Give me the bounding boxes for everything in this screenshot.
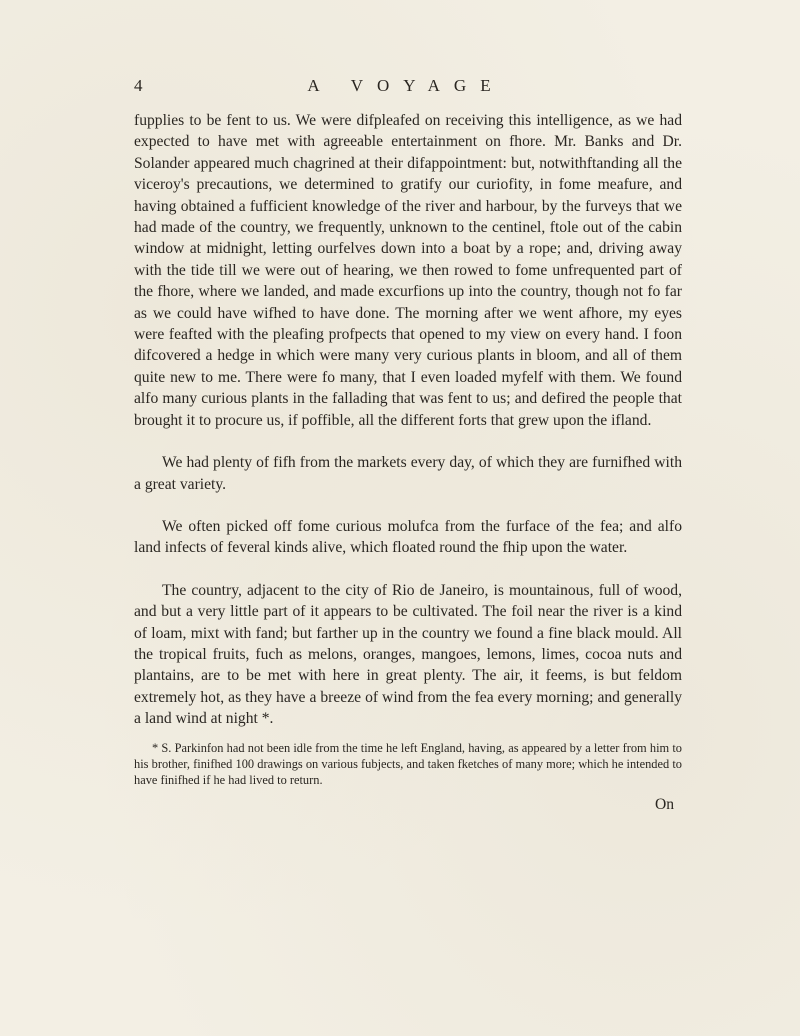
catchword: On — [654, 795, 674, 813]
paragraph-country: The country, adjacent to the city of Rio de Janeiro, is mountainous, full of wood, and but a very little part of it appears to be cultivated. The foil near the river is a kind of loam, mixt with fand; but farther up in the country we found a fine black mould. All the tropical fruits, fuch as melons, oranges, mangoes, lemons, limes, cocoa nuts and plantains, are to be met with here in great plenty. The air, it feems, is but feldom extremely hot, as they have a breeze of wind from the fea every morning; and generally a land wind at night *. — [134, 581, 682, 728]
footnote: * S. Parkinfon had not been idle from the time he left England, having, as appeared by a letter from him to his brother, finifhed 100 drawings on various fubjects, and taken fketches of many more; which he intended to have finifhed if he had lived to return. — [134, 740, 682, 787]
paragraph-supplies: fupplies to be fent to us. We were difpleafed on receiving this intelligence, as we had expected to have met with agreeable entertainment on fhore. Mr. Banks and Dr. Solander appeared much chagrined at their difappointment: but, notwithftanding all the viceroy's precautions, we determined to gratify our curiofity, in fome meafure, and having obtained a fufficient knowledge of the river and harbour, by the furveys that we had made of the country, we frequently, unknown to the centinel, ftole out of the cabin window at midnight, letting ourfelves down into a boat by a rope; and, driving away with the tide till we were out of hearing, we then rowed to fome unfrequented part of the fhore, where we landed, and made excurfions up into the country, though not fo far as we could have wifhed to have done. The morning after we went afhore, my eyes were feafted with the pleafing profpects that opened to my view on every hand. I foon difcovered a hedge in which were many very curious plants in bloom, and all of them quite new to me. There were fo many, that I even loaded myfelf with them. We found alfo many curious plants in the fallading that was fent to us; and defired the people that brought it to procure us, if poffible, all the different forts that grew upon the ifland. — [134, 112, 682, 429]
running-head — [134, 76, 682, 110]
paragraph-molusca: We often picked off fome curious molufca from the furface of the fea; and alfo land infects of feveral kinds alive, which floated round the fhip upon the water. — [134, 517, 682, 557]
page-number: 4 — [134, 76, 143, 95]
body-text — [134, 110, 682, 730]
paragraph-fish: We had plenty of fifh from the markets every day, of which they are furnifhed with a great variety. — [134, 454, 682, 493]
running-title: A VOYAGE — [307, 76, 505, 95]
